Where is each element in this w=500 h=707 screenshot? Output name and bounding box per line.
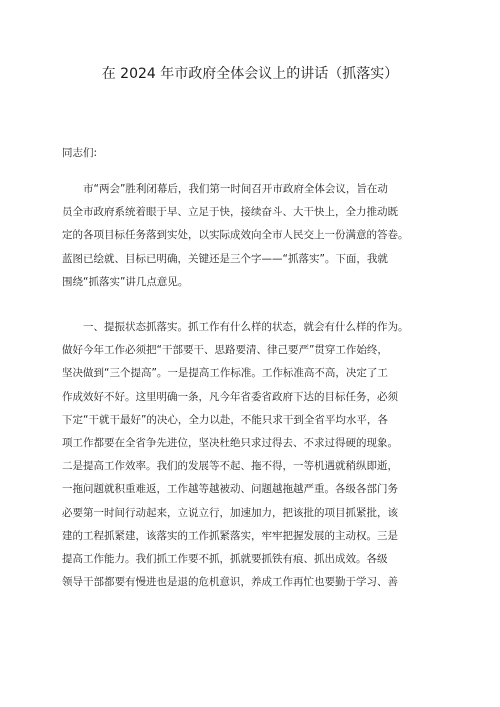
paragraph-1: [62, 178, 442, 294]
paragraph-line: 领导干部都要有慢进也是退的危机意识，养成工作再忙也要勤于学习、善: [62, 576, 398, 589]
paragraph-line: 做好今年工作必须把“干部要干、思路要清、律己要严”贯穿工作始终，: [62, 344, 388, 357]
paragraph-line: 下定“干就干最好”的决心，全力以赴，不能只求干到全省平均水平，各: [62, 413, 388, 426]
paragraph-line: 定的各项目标任务落到实处，以实际成效向全市人民交上一份满意的答卷。: [62, 229, 409, 242]
paragraph-line: 坚决做到“三个提高”。一是提高工作标准。工作标准高不高，决定了工: [62, 367, 388, 380]
paragraph-line: 项工作都要在全省争先进位，坚决杜绝只求过得去、不求过得硬的现象。: [62, 436, 398, 449]
paragraph-line: 员全市政府系统着眼于早、立足于快，接续奋斗、大干快上，全力推动既: [62, 206, 398, 219]
paragraph-line: 一拖问题就积重难返，工作越等越被动、问题越拖越严重。各级各部门务: [62, 483, 398, 496]
paragraph-line: 作成效好不好。这里明确一条，凡今年省委省政府下达的目标任务，必须: [62, 390, 398, 403]
salutation: 同志们:: [62, 147, 98, 159]
paragraph-line: 围绕“抓落实”讲几点意见。: [62, 275, 189, 288]
document-title: 在 2024 年市政府全体会议上的讲话（抓落实）: [101, 66, 399, 82]
paragraph-line: 建的工程抓紧建，该落实的工作抓紧落实，牢牢把握发展的主动权。三是: [62, 529, 398, 542]
paragraph-line: 提高工作能力。我们抓工作要不抓，抓就要抓铁有痕、抓出成效。各级: [62, 552, 388, 565]
paragraph-2: [62, 316, 442, 594]
paragraph-line: 一、提振状态抓落实。抓工作有什么样的状态，就会有什么样的作为。: [83, 321, 409, 333]
paragraph-line: 蓝图已绘就、目标已明确，关键还是三个字——“抓落实”。下面，我就: [62, 252, 388, 265]
paragraph-line: 市“两会”胜利闭幕后，我们第一时间召开市政府全体会议，旨在动: [83, 183, 388, 195]
paragraph-line: 必要第一时间行动起来，立说立行，加速加力，把该批的项目抓紧批，该: [62, 506, 398, 519]
paragraph-line: 二是提高工作效率。我们的发展等不起、拖不得，一等机遇就稍纵即逝，: [62, 460, 398, 473]
